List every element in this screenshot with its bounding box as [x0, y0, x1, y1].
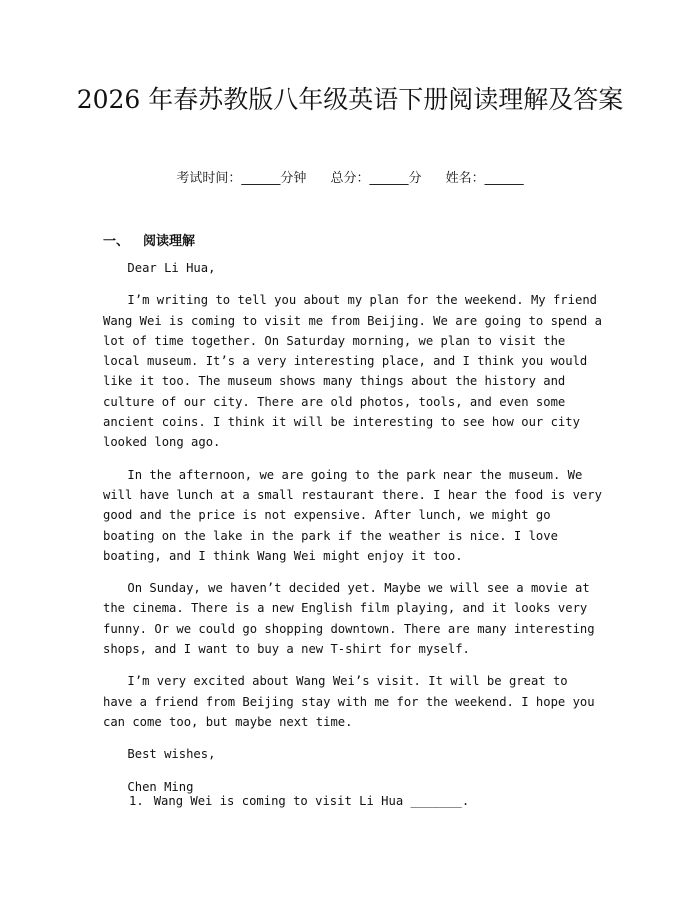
letter-signature: Chen Ming: [127, 779, 194, 794]
section-heading: [103, 230, 195, 249]
letter-paragraph: I’m very excited about Wang Wei’s visit. It will be great to have a friend from Beijing stay with me for the weekend. I hope you can come too, but maybe next time.: [103, 674, 595, 729]
exam-time-field: 考试时间：______分钟: [176, 171, 307, 186]
question-text: Wang Wei is coming to visit Li Hua _______.: [153, 794, 470, 808]
exam-info: [0, 167, 700, 186]
section-title: 阅读理解: [143, 234, 196, 249]
reading-passage-letter: [103, 258, 603, 809]
section-number: 一、: [103, 234, 130, 249]
letter-closing: Best wishes,: [127, 747, 216, 762]
letter-paragraph: I’m writing to tell you about my plan for the weekend. My friend Wang Wei is coming to visit me from Beijing. We are going to spend a lot of time together. On Saturday morning, we plan to visit the local museum. It’s a very interesting place, and I think you would like it too. The museum shows many things about the history and culture of our city. There are old photos, tools, and even some ancient coins. I think it will be interesting to see how our city looked long ago.: [103, 293, 602, 450]
document-title: 2026 年春苏教版八年级英语下册阅读理解及答案: [76, 85, 624, 114]
student-name-field: 姓名：______: [445, 171, 524, 186]
question-number: 1.: [129, 794, 144, 808]
letter-paragraph: In the afternoon, we are going to the park near the museum. We will have lunch at a small restaurant there. I hear the food is very good and the price is not expensive. After lunch, we might go boating on the lake in the park if the weather is nice. I love boating, and I think Wang Wei might enjoy it too.: [103, 467, 602, 563]
total-score-field: 总分：______分: [330, 171, 422, 186]
letter-greeting: Dear Li Hua,: [127, 261, 216, 275]
question-item: [103, 791, 603, 811]
letter-paragraph: On Sunday, we haven’t decided yet. Maybe we will see a movie at the cinema. There is a new English film playing, and it looks very funny. Or we could go shopping downtown. There are many interesting shops, and I want to buy a new T-shirt for myself.: [103, 581, 595, 657]
